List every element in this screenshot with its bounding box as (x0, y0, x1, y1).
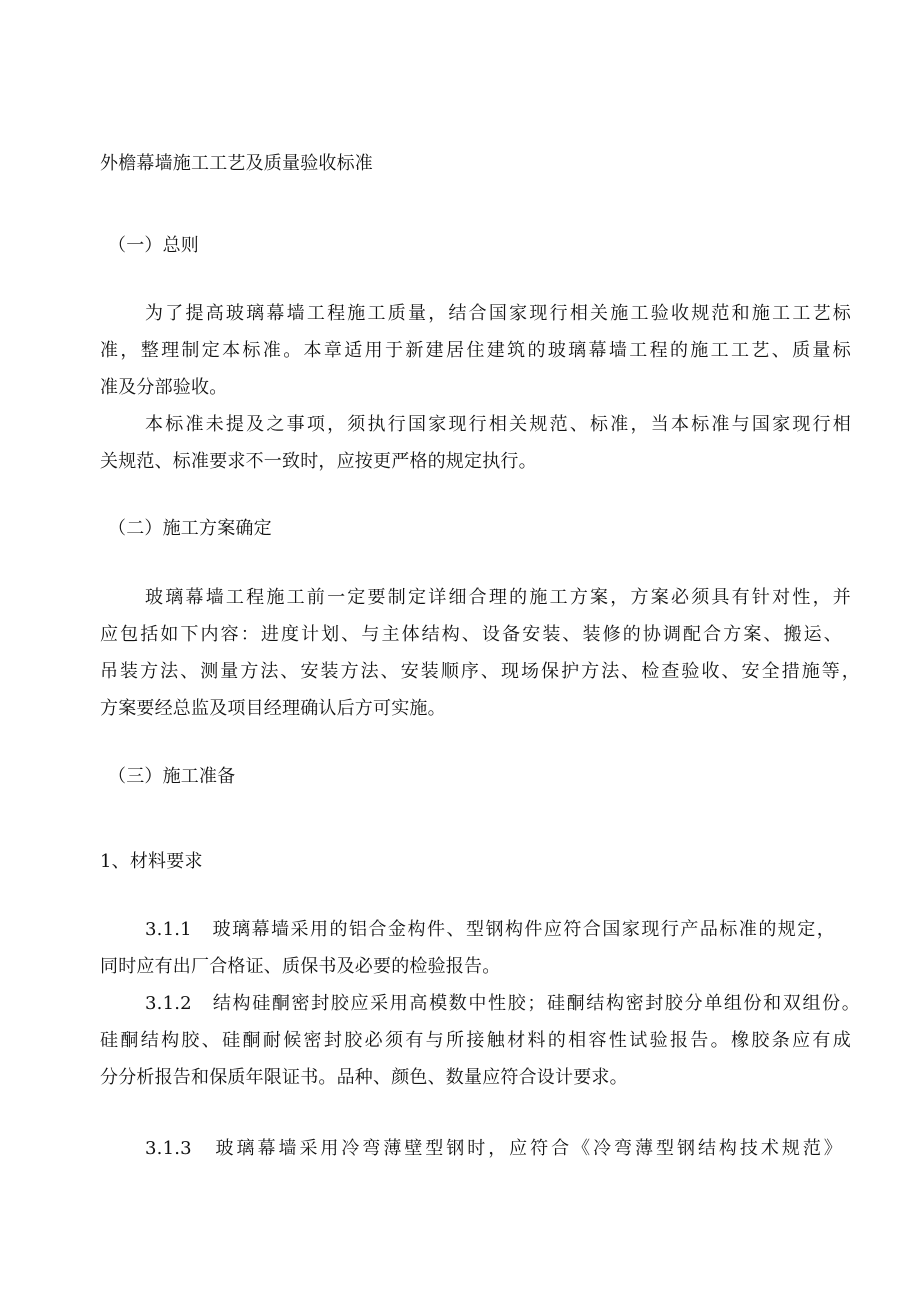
section-heading-general: （一）总则 (108, 235, 199, 256)
subsection-heading-materials: 1、材料要求 (100, 851, 203, 872)
paragraph-line: 硅酮结构胶、硅酮耐候密封胶必须有与所接触材料的相容性试验报告。橡胶条应有成 (100, 1030, 851, 1051)
section-heading-plan: （二）施工方案确定 (108, 518, 272, 539)
paragraph-line: 方案要经总监及项目经理确认后方可实施。 (100, 698, 446, 719)
paragraph-line: 本标准未提及之事项，须执行国家现行相关规范、标准，当本标准与国家现行相 (145, 414, 851, 435)
paragraph-line: 为了提高玻璃幕墙工程施工质量，结合国家现行相关施工验收规范和施工工艺标 (145, 303, 851, 324)
paragraph-line: 同时应有出厂合格证、质保书及必要的检验报告。 (100, 956, 501, 977)
paragraph-line: 准及分部验收。 (100, 377, 228, 398)
paragraph-line: 分分析报告和保质年限证书。品种、颜色、数量应符合设计要求。 (100, 1067, 628, 1088)
document-title: 外檐幕墙施工工艺及质量验收标准 (100, 153, 373, 174)
paragraph-line: 准，整理制定本标准。本章适用于新建居住建筑的玻璃幕墙工程的施工工艺、质量标 (100, 340, 851, 361)
paragraph-line: 关规范、标准要求不一致时，应按更严格的规定执行。 (100, 451, 537, 472)
paragraph-line: 3.1.2 结构硅酮密封胶应采用高模数中性胶；硅酮结构密封胶分单组份和双组份。 (145, 993, 860, 1014)
paragraph-line: 应包括如下内容：进度计划、与主体结构、设备安装、装修的协调配合方案、搬运、 (100, 624, 842, 645)
section-heading-preparation: （三）施工准备 (108, 766, 236, 787)
paragraph-line: 3.1.3 玻璃幕墙采用冷弯薄壁型钢时，应符合《冷弯薄型钢结构技术规范》 (145, 1138, 842, 1159)
paragraph-line: 3.1.1 玻璃幕墙采用的铝合金构件、型钢构件应符合国家现行产品标准的规定， (145, 919, 835, 940)
paragraph-line: 玻璃幕墙工程施工前一定要制定详细合理的施工方案，方案必须具有针对性，并 (145, 587, 851, 608)
paragraph-line: 吊装方法、测量方法、安装方法、安装顺序、现场保护方法、检查验收、安全措施等， (100, 661, 860, 682)
